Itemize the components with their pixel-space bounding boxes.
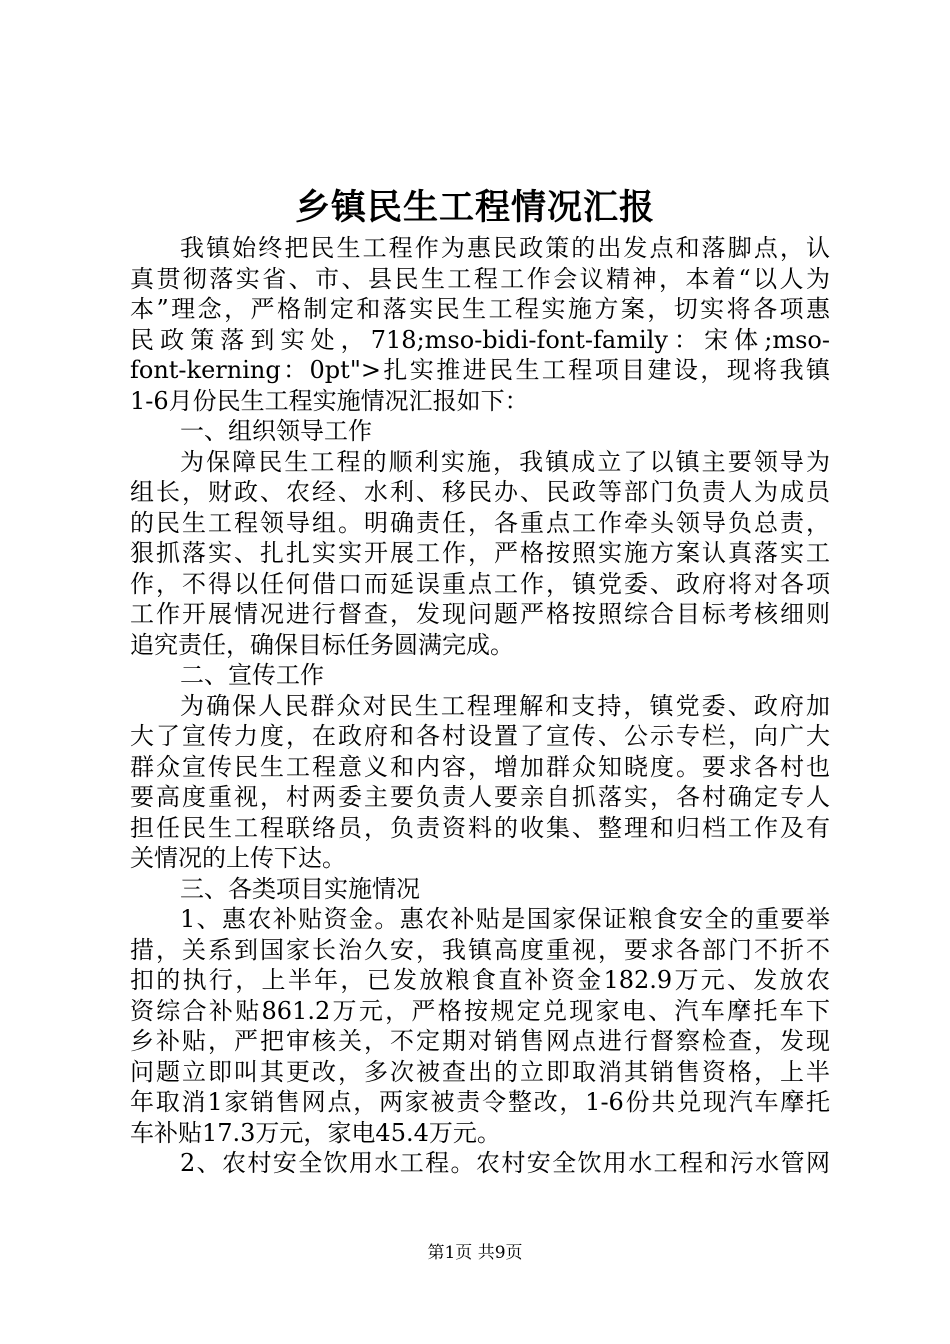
paragraph-line: 大了宣传力度，在政府和各村设置了宣传、公示专栏，向广大 <box>130 722 830 750</box>
paragraph-line: 本”理念，严格制定和落实民生工程实施方案，切实将各项惠 <box>130 295 830 323</box>
document-body <box>130 233 830 1179</box>
paragraph-line: 为保障民生工程的顺利实施，我镇成立了以镇主要领导为 <box>180 447 830 476</box>
section-heading: 一、组织领导工作 <box>180 417 372 445</box>
paragraph-line: 作，不得以任何借口而延误重点工作，镇党委、政府将对各项 <box>130 569 830 598</box>
section-heading: 三、各类项目实施情况 <box>180 874 420 903</box>
paragraph-line: 追究责任，确保目标任务圆满完成。 <box>130 630 514 659</box>
paragraph-line: 担任民生工程联络员，负责资料的收集、整理和归档工作及有 <box>130 813 830 842</box>
paragraph-line: 问题立即叫其更改，多次被查出的立即取消其销售资格，上半 <box>130 1057 830 1086</box>
paragraph-line: 真贯彻落实省、市、县民生工程工作会议精神，本着“以人为 <box>130 264 830 293</box>
paragraph-line: 车补贴17.3万元，家电45.4万元。 <box>130 1118 501 1147</box>
document-title: 乡镇民生工程情况汇报 <box>294 187 655 228</box>
paragraph-line: 扣的执行，上半年，已发放粮食直补资金182.9万元、发放农 <box>130 966 830 994</box>
paragraph-line: 的民生工程领导组。明确责任，各重点工作牵头领导负总责， <box>130 508 830 537</box>
page-number: 第1页 共9页 <box>427 1243 523 1263</box>
paragraph-line: 2、农村安全饮用水工程。农村安全饮用水工程和污水管网 <box>180 1149 830 1177</box>
paragraph-line: 为确保人民群众对民生工程理解和支持，镇党委、政府加 <box>180 691 830 720</box>
paragraph-line: 年取消1家销售网点，两家被责令整改，1-6份共兑现汽车摩托 <box>130 1088 830 1116</box>
paragraph-line: 群众宣传民生工程意义和内容，增加群众知晓度。要求各村也 <box>130 752 830 781</box>
paragraph-line: 措，关系到国家长治久安，我镇高度重视，要求各部门不折不 <box>130 935 830 964</box>
paragraph-line: 我镇始终把民生工程作为惠民政策的出发点和落脚点，认 <box>180 234 830 262</box>
paragraph-line: 要高度重视，村两委主要负责人要亲自抓落实，各村确定专人 <box>130 783 830 811</box>
paragraph-line: 1-6月份民生工程实施情况汇报如下： <box>130 386 529 415</box>
paragraph-line: 乡补贴，严把审核关，不定期对销售网点进行督察检查，发现 <box>130 1027 830 1055</box>
section-heading: 二、宣传工作 <box>180 661 324 689</box>
paragraph-line: 组长，财政、农经、水利、移民办、民政等部门负责人为成员 <box>130 478 830 506</box>
paragraph-line: 1、惠农补贴资金。惠农补贴是国家保证粮食安全的重要举 <box>180 905 830 933</box>
paragraph-line: 关情况的上传下达。 <box>130 844 346 872</box>
paragraph-line: 资综合补贴861.2万元，严格按规定兑现家电、汽车摩托车下 <box>130 996 830 1025</box>
paragraph-line: font-kerning：0pt">扎实推进民生工程项目建设，现将我镇 <box>130 356 830 384</box>
paragraph-line: 狠抓落实、扎扎实实开展工作，严格按照实施方案认真落实工 <box>130 539 830 567</box>
paragraph-line: 工作开展情况进行督查，发现问题严格按照综合目标考核细则 <box>130 600 830 628</box>
paragraph-line: 民政策落到实处，718;mso-bidi-font-family：宋体;mso- <box>130 325 830 354</box>
